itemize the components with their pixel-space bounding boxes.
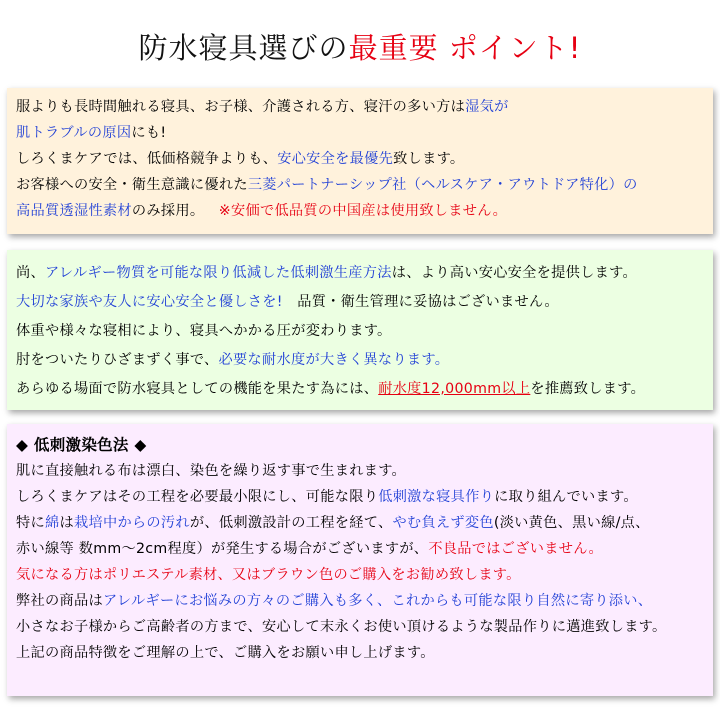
highlight-text: 安心安全を最優先 [277, 151, 394, 167]
text: お客様への安全・衛生意識に優れた [16, 177, 248, 193]
title-main: 防水寝具選びの [138, 31, 349, 65]
dyeing-line-4 [16, 536, 705, 562]
allergy-line-4 [16, 346, 705, 375]
page-title [0, 28, 720, 68]
dyeing-line-5: 気になる方はポリエステル素材、又はブラウン色のご購入をお勧め致します。 [16, 567, 521, 583]
title-point: ポイント! [448, 31, 582, 65]
dyeing-line-3 [16, 510, 705, 536]
highlight-text: 高品質透湿性素材 [16, 203, 132, 219]
text: に取り組んでいます。 [494, 489, 638, 505]
highlight-text: 肌トラブルの原因 [16, 125, 132, 141]
intro-line-5 [16, 198, 705, 224]
intro-line-4 [16, 172, 705, 198]
highlight-text: 低刺激な寝具作り [378, 489, 495, 505]
highlight-text: 大切な家族や友人に安心安全と優しさを! [16, 294, 283, 310]
text: 特に [16, 515, 45, 531]
text: 肘をついたりひざまずく事で、 [16, 352, 219, 368]
allergy-line-3: 体重や様々な寝相により、寝具へかかる圧が変わります。 [16, 323, 392, 339]
dyeing-line-2 [16, 484, 705, 510]
highlight-text: 必要な耐水度が大きく異なります。 [218, 352, 450, 368]
intro-line-2 [16, 120, 705, 146]
warning-text: 耐水度12,000mm以上 [378, 381, 531, 397]
highlight-text: アレルギーにお悩みの方々のご購入も多く、これからも可能な限り自然に寄り添い、 [102, 593, 653, 609]
title-emphasis: 最重要 [348, 31, 439, 65]
text: は [59, 515, 74, 531]
allergy-line-5 [16, 375, 705, 404]
dyeing-line-1: 肌に直接触れる布は漂白、染色を繰り返す事で生まれます。 [16, 463, 407, 479]
text: を推薦致します。 [530, 381, 646, 397]
text: 弊社の商品は [16, 593, 103, 609]
highlight-text: 綿 [44, 515, 60, 531]
text: 赤い線等 数mm～2cm程度）が発生する場合がございますが、 [16, 541, 429, 557]
highlight-text: 湿気が [465, 99, 509, 115]
text: 尚、 [16, 265, 45, 281]
text: しろくまケアでは、低価格競争よりも、 [16, 151, 278, 167]
highlight-text: 栽培中からの汚れ [73, 515, 190, 531]
intro-line-1 [16, 94, 705, 120]
dyeing-line-7: 小さなお子様からご高齢者の方まで、安心して末永くお使い頂けるような製品作りに邁進致します。 [16, 619, 667, 635]
section-heading: ◆ 低刺激染色法 ◆ [16, 436, 147, 454]
warning-text: ※安価で低品質の中国産は使用致しません。 [218, 203, 508, 219]
text: が、低刺激設計の工程を経て、 [189, 515, 393, 531]
text: (淡い黄色、黒い線/点、 [493, 515, 650, 531]
dyeing-line-8: 上記の商品特徴をご理解の上で、ご購入をお願い申し上げます。 [16, 645, 435, 661]
text: あらゆる場面で防水寝具としての機能を果たす為には、 [16, 381, 379, 397]
intro-section [7, 88, 713, 234]
allergy-line-2 [16, 288, 705, 317]
text: 服よりも長時間触れる寝具、お子様、介護される方、寝汗の多い方は [16, 99, 466, 115]
text: は、より高い安心安全を提供します。 [391, 265, 637, 281]
highlight-text: アレルギー物質を可能な限り低減した [44, 265, 291, 281]
highlight-text: 三菱パートナーシップ社（ヘルスケア・アウトドア特化）の [247, 177, 638, 193]
highlight-text: 低刺激生産方法 [290, 265, 392, 281]
allergy-section [7, 250, 713, 410]
allergy-line-1 [16, 259, 705, 288]
highlight-text: やむ負えず変色 [392, 515, 494, 531]
text: 品質・衛生管理に妥協はございません。 [297, 294, 559, 310]
dyeing-line-6 [16, 588, 705, 614]
text: にも! [131, 125, 167, 141]
warning-text: 不良品ではございません。 [428, 541, 604, 557]
intro-line-3 [16, 146, 705, 172]
dyeing-section [7, 424, 713, 696]
text: のみ採用。 [131, 203, 205, 219]
text: 致します。 [393, 151, 465, 167]
text: しろくまケアはその工程を必要最小限にし、可能な限り [16, 489, 379, 505]
